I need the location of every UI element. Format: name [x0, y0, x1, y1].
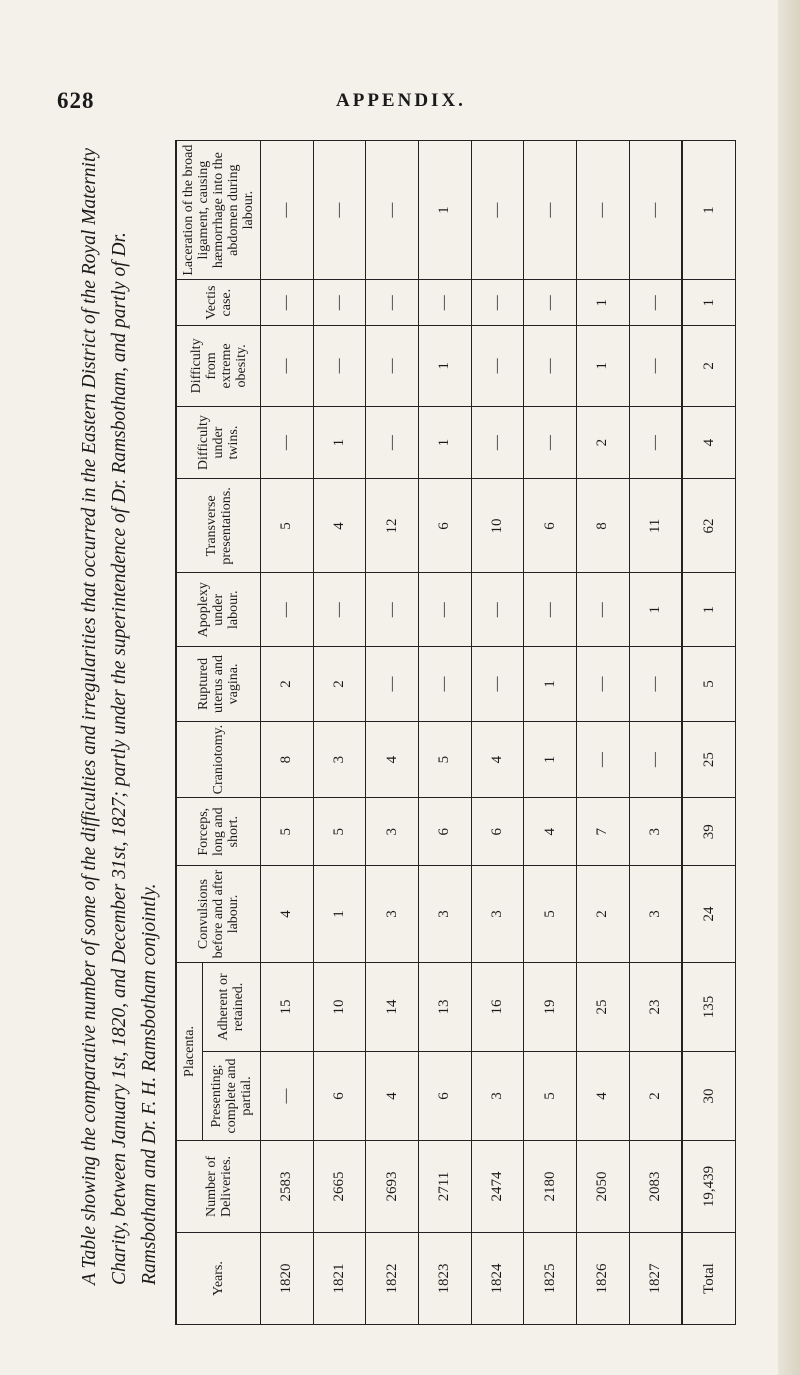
cell-craniotomy: 1	[524, 721, 577, 797]
cell-laceration: 1	[682, 141, 735, 280]
cell-year: 1826	[576, 1233, 629, 1325]
cell-craniotomy: 25	[682, 721, 735, 797]
cell-laceration: —	[576, 141, 629, 280]
cell-presenting: 6	[313, 1052, 366, 1141]
header-vectis: Vectis case.	[176, 280, 261, 326]
running-head: APPENDIX.	[336, 90, 466, 111]
cell-presenting: 4	[366, 1052, 419, 1141]
cell-laceration: —	[471, 141, 524, 280]
cell-forceps: 39	[682, 798, 735, 866]
header-convulsions: Convulsions before and after labour.	[176, 866, 261, 963]
cell-deliveries: 2180	[524, 1141, 577, 1233]
cell-convulsions: 2	[576, 866, 629, 963]
cell-transverse: 62	[682, 479, 735, 573]
cell-vectis: —	[418, 280, 471, 326]
table-row	[313, 141, 366, 1325]
table-row	[629, 141, 682, 1325]
cell-apoplexy: 1	[682, 573, 735, 647]
header-transverse: Transverse presentations.	[176, 479, 261, 573]
cell-convulsions: 5	[524, 866, 577, 963]
cell-twins: 1	[418, 406, 471, 479]
cell-year: 1825	[524, 1233, 577, 1325]
header-adherent: Adherent or retained.	[202, 963, 260, 1052]
cell-presenting: 5	[524, 1052, 577, 1141]
table-caption-block	[75, 135, 185, 1285]
cell-ruptured: 2	[313, 647, 366, 722]
cell-laceration: 1	[418, 141, 471, 280]
cell-ruptured: —	[418, 647, 471, 722]
table-row	[471, 141, 524, 1325]
header-twins: Difficulty under twins.	[176, 406, 261, 479]
cell-obesity: 1	[576, 326, 629, 407]
cell-year: 1820	[261, 1233, 314, 1325]
cell-ruptured: —	[471, 647, 524, 722]
cell-year: 1822	[366, 1233, 419, 1325]
cell-convulsions: 3	[366, 866, 419, 963]
cell-adherent: 25	[576, 963, 629, 1052]
cell-forceps: 3	[366, 798, 419, 866]
cell-obesity: 1	[418, 326, 471, 407]
cell-convulsions: 3	[471, 866, 524, 963]
page-number: 628	[57, 88, 95, 113]
cell-forceps: 6	[471, 798, 524, 866]
cell-ruptured: 1	[524, 647, 577, 722]
cell-deliveries: 2665	[313, 1141, 366, 1233]
cell-twins: 4	[682, 406, 735, 479]
header-presenting: Presenting; complete and partial.	[202, 1052, 260, 1141]
cell-transverse: 12	[366, 479, 419, 573]
cell-presenting: 4	[576, 1052, 629, 1141]
cell-presenting: 2	[629, 1052, 682, 1141]
header-apoplexy: Apoplexy under labour.	[176, 573, 261, 647]
cell-deliveries: 2083	[629, 1141, 682, 1233]
cell-vectis: —	[366, 280, 419, 326]
cell-presenting: 3	[471, 1052, 524, 1141]
cell-laceration: —	[524, 141, 577, 280]
table-row	[261, 141, 314, 1325]
cell-adherent: 13	[418, 963, 471, 1052]
cell-deliveries: 2583	[261, 1141, 314, 1233]
cell-ruptured: 2	[261, 647, 314, 722]
cell-transverse: 10	[471, 479, 524, 573]
cell-craniotomy: 3	[313, 721, 366, 797]
difficulties-table	[175, 140, 736, 1325]
header-laceration: Laceration of the broad ligament, causing hæmorrhage into the abdomen during labour.	[176, 141, 261, 280]
page-edge	[778, 0, 800, 1375]
cell-forceps: 5	[261, 798, 314, 866]
cell-year: 1827	[629, 1233, 682, 1325]
table-caption: A Table showing the comparative number of some of the difficulties and irregularities that occurred in the Eastern District of the Royal Maternity Charity, between January 1st, 1820, and December 31st, 1827; partly under the superintendence of Dr. Ramsbotham, and partly of Dr. Ramsbotham and Dr. F. H. Ramsbotham conjointly.	[79, 147, 160, 1285]
cell-apoplexy: —	[261, 573, 314, 647]
cell-twins: 1	[313, 406, 366, 479]
cell-adherent: 16	[471, 963, 524, 1052]
cell-adherent: 19	[524, 963, 577, 1052]
cell-forceps: 4	[524, 798, 577, 866]
cell-apoplexy: —	[471, 573, 524, 647]
cell-adherent: 10	[313, 963, 366, 1052]
cell-convulsions: 3	[629, 866, 682, 963]
cell-adherent: 135	[682, 963, 735, 1052]
table-row	[524, 141, 577, 1325]
cell-deliveries: 2711	[418, 1141, 471, 1233]
cell-adherent: 23	[629, 963, 682, 1052]
cell-forceps: 3	[629, 798, 682, 866]
cell-apoplexy: —	[524, 573, 577, 647]
cell-craniotomy: 8	[261, 721, 314, 797]
cell-obesity: 2	[682, 326, 735, 407]
cell-craniotomy: —	[629, 721, 682, 797]
cell-year: Total	[682, 1233, 735, 1325]
total-row	[682, 141, 735, 1325]
table-row	[418, 141, 471, 1325]
header-deliveries: Number of Deliveries.	[176, 1141, 261, 1233]
header-years: Years.	[176, 1233, 261, 1325]
cell-obesity: —	[313, 326, 366, 407]
cell-apoplexy: 1	[629, 573, 682, 647]
cell-transverse: 6	[524, 479, 577, 573]
cell-adherent: 14	[366, 963, 419, 1052]
cell-apoplexy: —	[313, 573, 366, 647]
cell-laceration: —	[261, 141, 314, 280]
cell-forceps: 7	[576, 798, 629, 866]
cell-twins: —	[366, 406, 419, 479]
cell-transverse: 6	[418, 479, 471, 573]
cell-twins: —	[261, 406, 314, 479]
cell-obesity: —	[629, 326, 682, 407]
cell-obesity: —	[524, 326, 577, 407]
page-header	[0, 88, 800, 118]
cell-twins: —	[471, 406, 524, 479]
cell-year: 1821	[313, 1233, 366, 1325]
cell-twins: —	[524, 406, 577, 479]
cell-laceration: —	[366, 141, 419, 280]
cell-vectis: 1	[682, 280, 735, 326]
cell-apoplexy: —	[366, 573, 419, 647]
header-craniotomy: Craniotomy.	[176, 721, 261, 797]
cell-ruptured: 5	[682, 647, 735, 722]
rotated-table-container	[175, 140, 730, 1325]
cell-apoplexy: —	[418, 573, 471, 647]
cell-twins: 2	[576, 406, 629, 479]
cell-presenting: 6	[418, 1052, 471, 1141]
cell-forceps: 6	[418, 798, 471, 866]
cell-obesity: —	[261, 326, 314, 407]
header-forceps: Forceps, long and short.	[176, 798, 261, 866]
header-placenta: Placenta.	[176, 963, 202, 1141]
cell-adherent: 15	[261, 963, 314, 1052]
cell-apoplexy: —	[576, 573, 629, 647]
cell-transverse: 5	[261, 479, 314, 573]
cell-convulsions: 4	[261, 866, 314, 963]
cell-obesity: —	[366, 326, 419, 407]
cell-convulsions: 24	[682, 866, 735, 963]
cell-deliveries: 2050	[576, 1141, 629, 1233]
cell-convulsions: 1	[313, 866, 366, 963]
cell-vectis: —	[261, 280, 314, 326]
cell-obesity: —	[471, 326, 524, 407]
cell-presenting: 30	[682, 1052, 735, 1141]
table-row	[366, 141, 419, 1325]
cell-year: 1823	[418, 1233, 471, 1325]
cell-craniotomy: 4	[366, 721, 419, 797]
cell-vectis: —	[471, 280, 524, 326]
cell-deliveries: 19,439	[682, 1141, 735, 1233]
cell-laceration: —	[313, 141, 366, 280]
cell-transverse: 11	[629, 479, 682, 573]
cell-year: 1824	[471, 1233, 524, 1325]
cell-ruptured: —	[366, 647, 419, 722]
cell-vectis: 1	[576, 280, 629, 326]
cell-vectis: —	[524, 280, 577, 326]
cell-deliveries: 2474	[471, 1141, 524, 1233]
cell-forceps: 5	[313, 798, 366, 866]
cell-deliveries: 2693	[366, 1141, 419, 1233]
cell-laceration: —	[629, 141, 682, 280]
cell-craniotomy: 4	[471, 721, 524, 797]
header-obesity: Difficulty from extreme obesity.	[176, 326, 261, 407]
cell-presenting: —	[261, 1052, 314, 1141]
cell-ruptured: —	[576, 647, 629, 722]
cell-transverse: 4	[313, 479, 366, 573]
cell-vectis: —	[313, 280, 366, 326]
cell-craniotomy: 5	[418, 721, 471, 797]
cell-vectis: —	[629, 280, 682, 326]
cell-craniotomy: —	[576, 721, 629, 797]
table-body	[261, 141, 736, 1325]
cell-twins: —	[629, 406, 682, 479]
cell-transverse: 8	[576, 479, 629, 573]
header-ruptured: Ruptured uterus and vagina.	[176, 647, 261, 722]
table-row	[576, 141, 629, 1325]
cell-convulsions: 3	[418, 866, 471, 963]
cell-ruptured: —	[629, 647, 682, 722]
